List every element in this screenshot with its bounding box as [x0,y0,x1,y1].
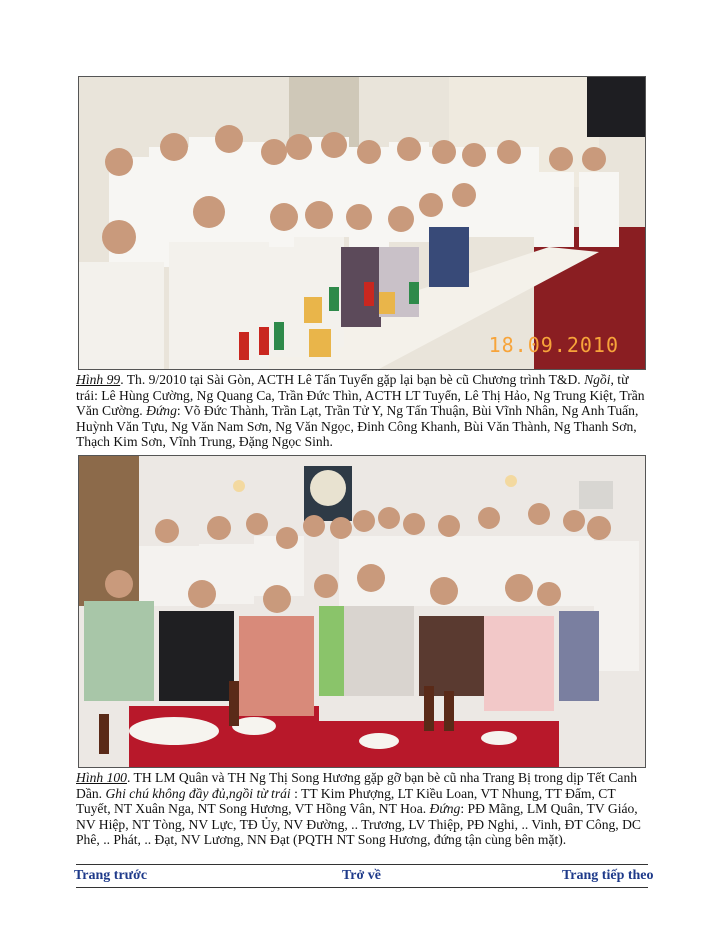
caption-figure-100 [76,770,648,848]
figure-label: Hình 100 [76,770,127,785]
standing-label: Đứng [146,403,177,419]
date-stamp: 18.09.2010 [488,333,619,357]
back-link[interactable]: Trở về [342,868,381,883]
photo-reunion-2010-image [79,77,645,369]
nav-divider-bottom [76,887,648,888]
caption-note: Ghi chú không đầy đủ,ngồi từ trái [105,785,291,801]
seated-label: Ngồi [584,372,611,387]
prev-page-link[interactable]: Trang trước [74,868,148,883]
caption-intro: . Th. 9/2010 tại Sài Gòn, ACTH Lê Tấn Tuyển gặp lại bạn bè cũ Chương trình T&D. [120,372,585,387]
standing-names: : PĐ Mãng, LM Quân, TV Giáo, NV Hiệp, NT Tòng, NV Lực, TĐ Ủy, NV Đường, .. Trương, LV Thiệp, PĐ Nghi, .. Vinh, ĐT Công, DC Phê, .. Phát, .. Đạt, NV Lương, NN Đạt (PQTH NT Song Hương, đứng tận cùng bên mặt). [76,801,641,848]
caption-figure-99 [76,372,648,450]
standing-names: : Võ Đức Thành, Trần Lạt, Trần Tử Y, Ng Tấn Thuận, Bùi Vĩnh Nhân, Ng Anh Tuấn, Huỳnh Văn Tựu, Ng Văn Nam Sơn, Ng Văn Ngọc, Đinh Công Khanh, Bùi Văn Thành, Ng Thanh Sơn, Thạch Kim Sơn, Vĩnh Trung, Đặng Ngọc Sinh. [76,403,639,450]
figure-label: Hình 99 [76,372,121,387]
standing-label: Đứng [429,801,461,817]
next-page-link[interactable]: Trang tiếp theo [562,868,654,883]
photo-tet-canh-dan-image [79,456,645,767]
photo-reunion-2010 [78,76,646,370]
caption-intro: . TH LM Quân và TH Ng Thị Song Hương gặp gỡ bạn bè cũ nha Trang Bị trong dịp Tết Canh Dần. [76,770,638,801]
seated-names: , từ trái: Lê Hùng Cường, Ng Quang Ca, Trần Đức Thìn, ACTH LT Tuyển, Lê Thị Hảo, Ng Trung Kiệt, Trần Văn Cường. [76,372,645,419]
seated-names: : TT Kim Phượng, LT Kiều Loan, VT Nhung, TT Đẩm, CT Tuyết, NT Xuân Nga, NT Song Hương, VT Hồng Vân, NT Hoa. [76,785,616,817]
nav-divider-top [76,864,648,865]
photo-tet-canh-dan [78,455,646,768]
